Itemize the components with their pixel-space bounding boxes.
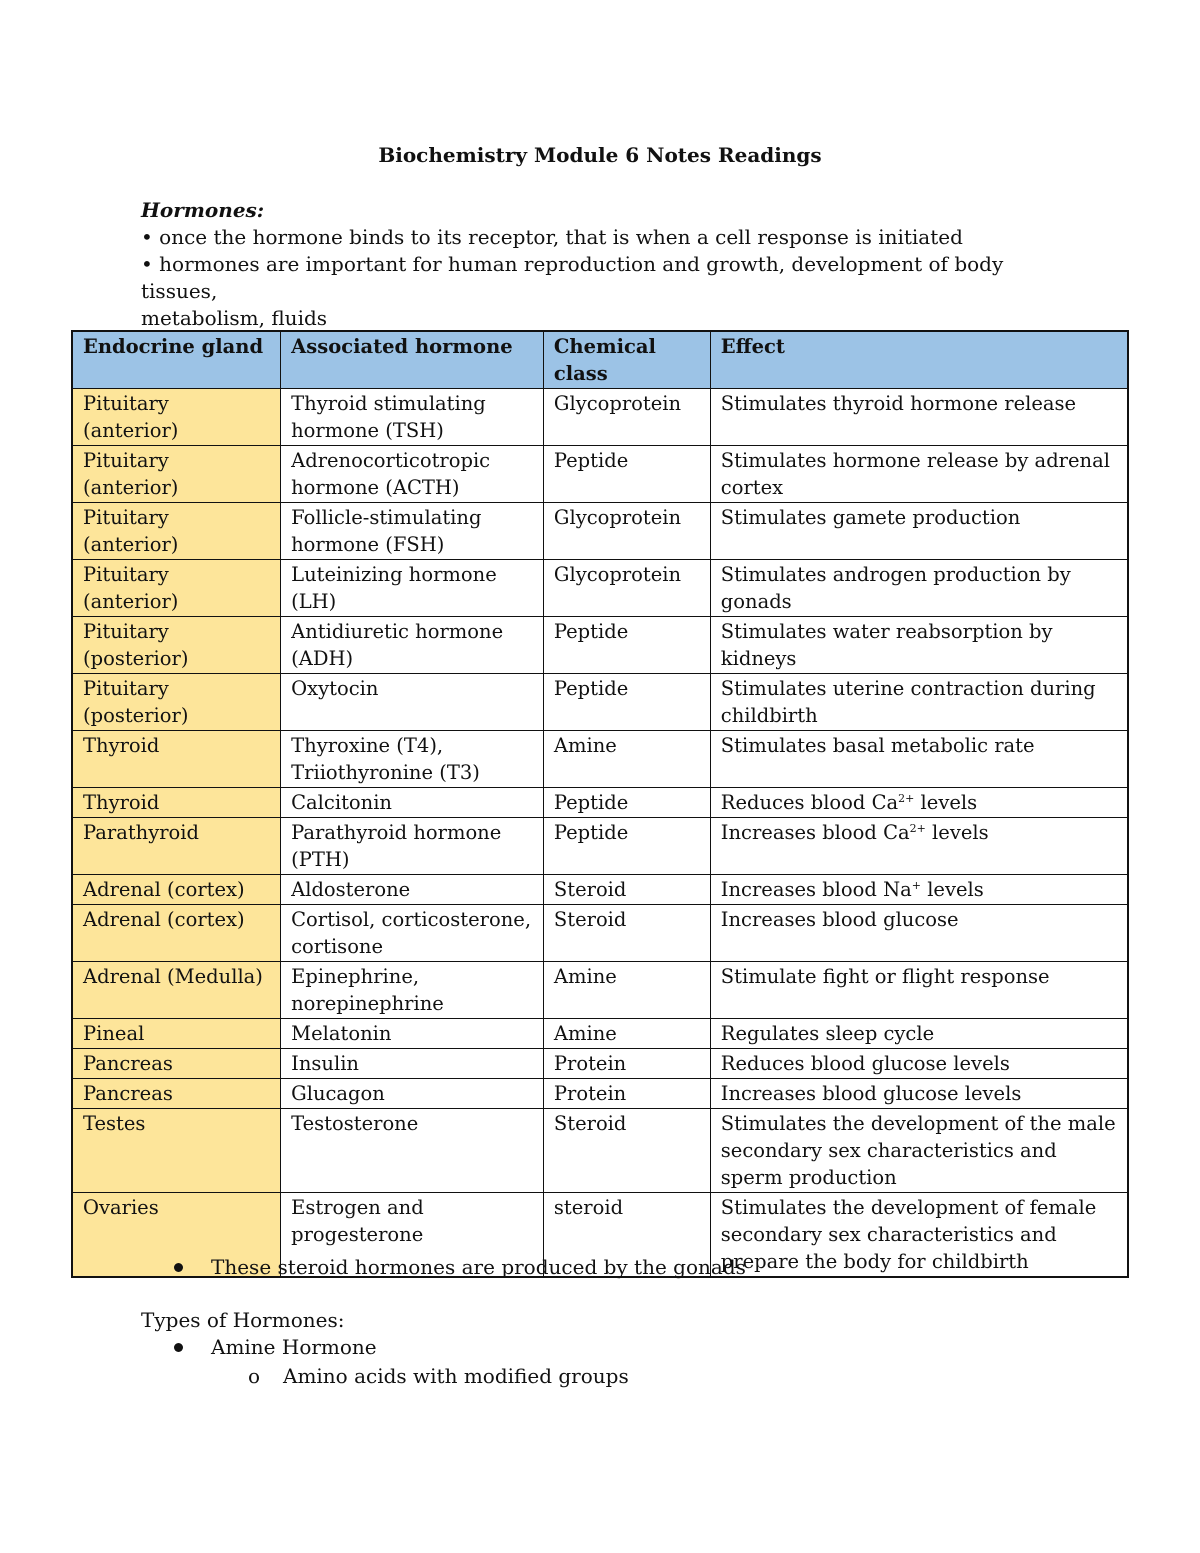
effect-text-suffix: levels [914, 791, 978, 814]
hormones-bullet-1: • once the hormone binds to its receptor, that is when a cell response is initiated [141, 225, 963, 249]
cell-class: Glycoprotein [543, 560, 710, 617]
cell-effect: Stimulates hormone release by adrenal cortex [710, 446, 1128, 503]
cell-hormone: Melatonin [281, 1019, 544, 1049]
cell-effect: Stimulates the development of the male secondary sex characteristics and sperm production [710, 1109, 1128, 1193]
cell-effect: Stimulates the development of female secondary sex characteristics and prepare the body for childbirth [710, 1193, 1128, 1278]
bullet-dot-icon [174, 1343, 183, 1352]
cell-gland: Pancreas [72, 1049, 281, 1079]
table-row [72, 446, 1128, 503]
cell-hormone: Calcitonin [281, 788, 544, 818]
ion-charge: 2+ [898, 792, 915, 805]
table-row [72, 1079, 1128, 1109]
table-row [72, 818, 1128, 875]
table-row [72, 1019, 1128, 1049]
table-row [72, 1109, 1128, 1193]
cell-hormone: Luteinizing hormone (LH) [281, 560, 544, 617]
effect-text: Increases blood Na [720, 878, 912, 901]
cell-gland: Pineal [72, 1019, 281, 1049]
cell-class: Steroid [543, 1109, 710, 1193]
cell-hormone: Thyroid stimulating hormone (TSH) [281, 389, 544, 446]
table-row [72, 1049, 1128, 1079]
cell-hormone: Antidiuretic hormone (ADH) [281, 617, 544, 674]
cell-hormone: Thyroxine (T4), Triiothyronine (T3) [281, 731, 544, 788]
cell-hormone: Cortisol, corticosterone, cortisone [281, 905, 544, 962]
cell-hormone: Epinephrine, norepinephrine [281, 962, 544, 1019]
table-row [72, 731, 1128, 788]
hormones-bullet-2-cont: metabolism, fluids [141, 306, 328, 330]
cell-gland: Pituitary (anterior) [72, 446, 281, 503]
cell-class: Glycoprotein [543, 389, 710, 446]
types-item-amine: Amine Hormone [211, 1335, 377, 1359]
cell-effect [710, 818, 1128, 875]
table-row [72, 962, 1128, 1019]
cell-gland: Adrenal (cortex) [72, 905, 281, 962]
effect-text: Increases blood Ca [720, 821, 910, 844]
table-row [72, 875, 1128, 905]
cell-effect: Reduces blood glucose levels [710, 1049, 1128, 1079]
cell-gland: Pituitary (anterior) [72, 503, 281, 560]
cell-effect: Stimulates uterine contraction during childbirth [710, 674, 1128, 731]
cell-effect: Increases blood glucose [710, 905, 1128, 962]
table-row [72, 389, 1128, 446]
cell-class: Peptide [543, 674, 710, 731]
ion-charge: 2+ [909, 822, 926, 835]
cell-class: Peptide [543, 788, 710, 818]
cell-effect [710, 875, 1128, 905]
cell-hormone: Testosterone [281, 1109, 544, 1193]
cell-gland: Pituitary (anterior) [72, 389, 281, 446]
cell-gland: Testes [72, 1109, 281, 1193]
header-effect: Effect [710, 331, 1128, 389]
cell-gland: Ovaries [72, 1193, 281, 1278]
cell-hormone: Estrogen and progesterone [281, 1193, 544, 1278]
table-row [72, 788, 1128, 818]
cell-hormone: Follicle-stimulating hormone (FSH) [281, 503, 544, 560]
cell-gland: Thyroid [72, 788, 281, 818]
cell-effect: Regulates sleep cycle [710, 1019, 1128, 1049]
cell-hormone: Aldosterone [281, 875, 544, 905]
types-heading: Types of Hormones: [141, 1308, 345, 1332]
cell-gland: Pituitary (anterior) [72, 560, 281, 617]
cell-effect: Stimulates basal metabolic rate [710, 731, 1128, 788]
cell-class: steroid [543, 1193, 710, 1278]
header-class [543, 331, 710, 389]
cell-effect: Stimulates thyroid hormone release [710, 389, 1128, 446]
types-subitem: Amino acids with modified groups [283, 1364, 629, 1388]
cell-gland: Parathyroid [72, 818, 281, 875]
cell-class: Protein [543, 1079, 710, 1109]
cell-class: Amine [543, 731, 710, 788]
header-class-line2: class [553, 362, 608, 385]
cell-gland: Thyroid [72, 731, 281, 788]
cell-effect: Increases blood glucose levels [710, 1079, 1128, 1109]
table-row [72, 617, 1128, 674]
cell-effect: Stimulates androgen production by gonads [710, 560, 1128, 617]
cell-effect [710, 788, 1128, 818]
cell-hormone: Glucagon [281, 1079, 544, 1109]
header-hormone: Associated hormone [281, 331, 544, 389]
cell-effect: Stimulates gamete production [710, 503, 1128, 560]
header-class-line1: Chemical [553, 335, 656, 358]
effect-text-suffix: levels [925, 821, 989, 844]
note-text: These steroid hormones are produced by the gonads [211, 1255, 746, 1279]
table-row [72, 560, 1128, 617]
cell-hormone: Insulin [281, 1049, 544, 1079]
cell-class: Peptide [543, 446, 710, 503]
cell-class: Protein [543, 1049, 710, 1079]
cell-gland: Adrenal (cortex) [72, 875, 281, 905]
cell-gland: Pituitary (posterior) [72, 617, 281, 674]
cell-effect: Stimulates water reabsorption by kidneys [710, 617, 1128, 674]
ion-charge: + [911, 879, 921, 892]
cell-gland: Adrenal (Medulla) [72, 962, 281, 1019]
cell-gland: Pituitary (posterior) [72, 674, 281, 731]
effect-text-suffix: levels [921, 878, 984, 901]
cell-class: Amine [543, 1019, 710, 1049]
hormones-bullet-2: • hormones are important for human reproduction and growth, development of body tissues, [141, 252, 1004, 303]
hormone-table [71, 330, 1129, 1278]
cell-hormone: Oxytocin [281, 674, 544, 731]
cell-class: Peptide [543, 617, 710, 674]
cell-class: Amine [543, 962, 710, 1019]
sub-bullet-icon: o [248, 1364, 261, 1388]
hormones-heading: Hormones: [141, 198, 265, 222]
cell-gland: Pancreas [72, 1079, 281, 1109]
header-gland: Endocrine gland [72, 331, 281, 389]
hormones-section [141, 197, 1041, 332]
page-title: Biochemistry Module 6 Notes Readings [378, 143, 822, 167]
effect-text: Reduces blood Ca [720, 791, 899, 814]
cell-hormone: Adrenocorticotropic hormone (ACTH) [281, 446, 544, 503]
cell-effect: Stimulate fight or flight response [710, 962, 1128, 1019]
cell-class: Peptide [543, 818, 710, 875]
bullet-dot-icon [174, 1263, 183, 1272]
table-header-row [72, 331, 1128, 389]
table-row [72, 503, 1128, 560]
table-row [72, 674, 1128, 731]
cell-class: Steroid [543, 905, 710, 962]
cell-class: Steroid [543, 875, 710, 905]
cell-hormone: Parathyroid hormone (PTH) [281, 818, 544, 875]
cell-class: Glycoprotein [543, 503, 710, 560]
table-row [72, 905, 1128, 962]
